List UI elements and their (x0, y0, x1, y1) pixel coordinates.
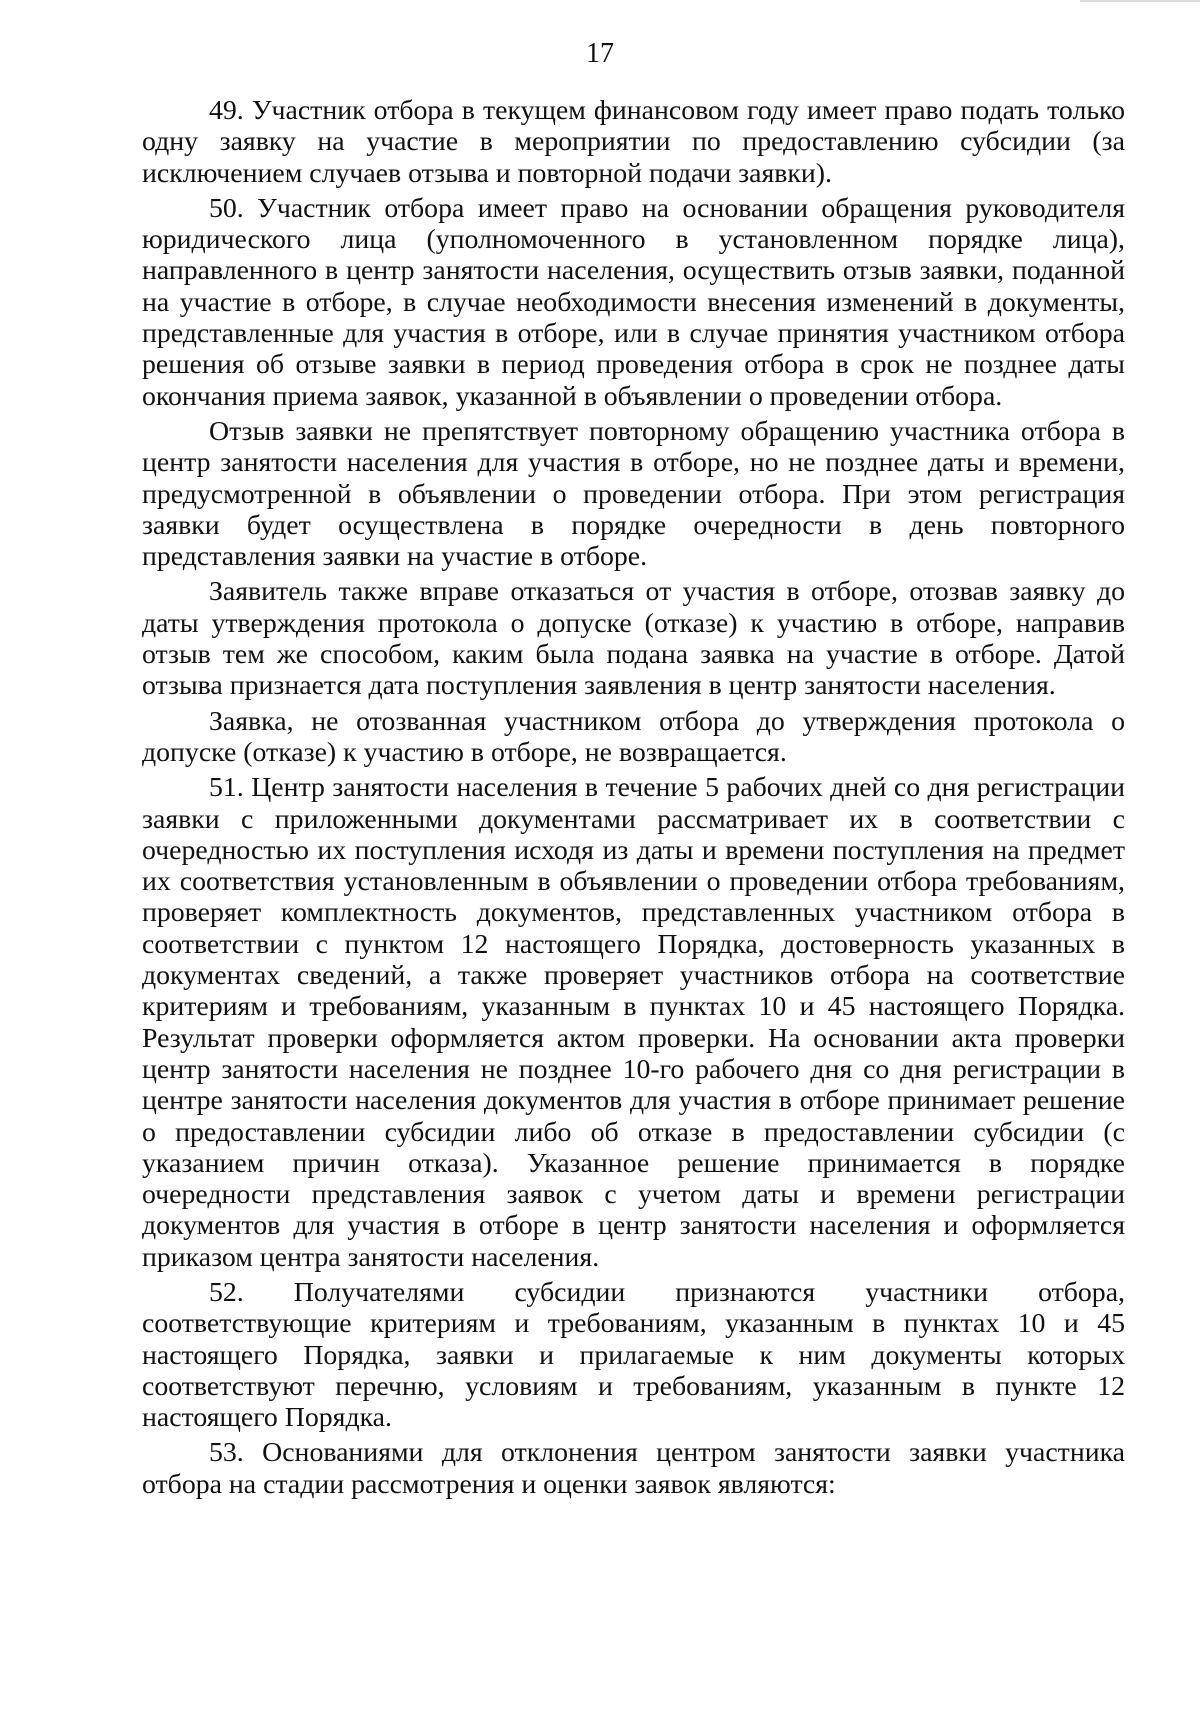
paragraph-49: 49. Участник отбора в текущем финансовом году имеет право подать только одну заявку на участие в мероприятии по предоставлению субсидии (за исключением случаев отзыва и повторной подачи заявки). (142, 95, 1125, 189)
paragraph-53: 53. Основаниями для отклонения центром занятости заявки участника отбора на стадии рассмотрения и оценки заявок являются: (142, 1437, 1125, 1500)
paragraph-refusal: Заявитель также вправе отказаться от участия в отборе, отозвав заявку до даты утверждения протокола о допуске (отказе) к участию в отборе, направив отзыв тем же способом, каким была подана заявка на участие в отборе. Датой отзыва признается дата поступления заявления в центр занятости населения. (142, 576, 1125, 702)
paragraph-withdrawal: Отзыв заявки не препятствует повторному обращению участника отбора в центр занятости населения для участия в отборе, но не позднее даты и времени, предусмотренной в объявлении о проведении отбора. При этом регистрация заявки будет осуществлена в порядке очередности в день повторного представления заявки на участие в отборе. (142, 415, 1125, 573)
paragraph-51: 51. Центр занятости населения в течение 5 рабочих дней со дня регистрации заявки с приложенными документами рассматривает их в соответствии с очередностью их поступления исходя из даты и времени поступления на предмет их соответствия установленным в объявлении о проведении отбора требованиям, проверяет комплектность документов, представленных участником отбора в соответствии с пунктом 12 настоящего Порядка, достоверность указанных в документах сведений, а также проверяет участников отбора на соответствие критериям и требованиям, указанным в пунктах 10 и 45 настоящего Порядка. Результат проверки оформляется актом проверки. На основании акта проверки центр занятости населения не позднее 10-го рабочего дня со дня регистрации в центре занятости населения документов для участия в отборе принимает решение о предоставлении субсидии либо об отказе в предоставлении субсидии (с указанием причин отказа). Указанное решение принимается в порядке очередности представления заявок с учетом даты и времени регистрации документов для участия в отборе в центр занятости населения и оформляется приказом центра занятости населения. (142, 772, 1125, 1273)
document-body (142, 95, 1125, 1500)
paragraph-52: 52. Получателями субсидии признаются участники отбора, соответствующие критериям и требованиям, указанным в пунктах 10 и 45 настоящего Порядка, заявки и прилагаемые к ним документы которых соответствуют перечню, условиям и требованиям, указанным в пункте 12 настоящего Порядка. (142, 1276, 1125, 1434)
scan-edge-line (1080, 0, 1200, 2)
page-number: 17 (586, 38, 614, 69)
paragraph-not-returned: Заявка, не отозванная участником отбора до утверждения протокола о допуске (отказе) к участию в отборе, не возвращается. (142, 705, 1125, 768)
paragraph-50: 50. Участник отбора имеет право на основании обращения руководителя юридического лица (уполномоченного в установленном порядке лица), направленного в центр занятости населения, осуществить отзыв заявки, поданной на участие в отборе, в случае необходимости внесения изменений в документы, представленные для участия в отборе, или в случае принятия участником отбора решения об отзыве заявки в период проведения отбора в срок не позднее даты окончания приема заявок, указанной в объявлении о проведении отбора. (142, 192, 1125, 412)
